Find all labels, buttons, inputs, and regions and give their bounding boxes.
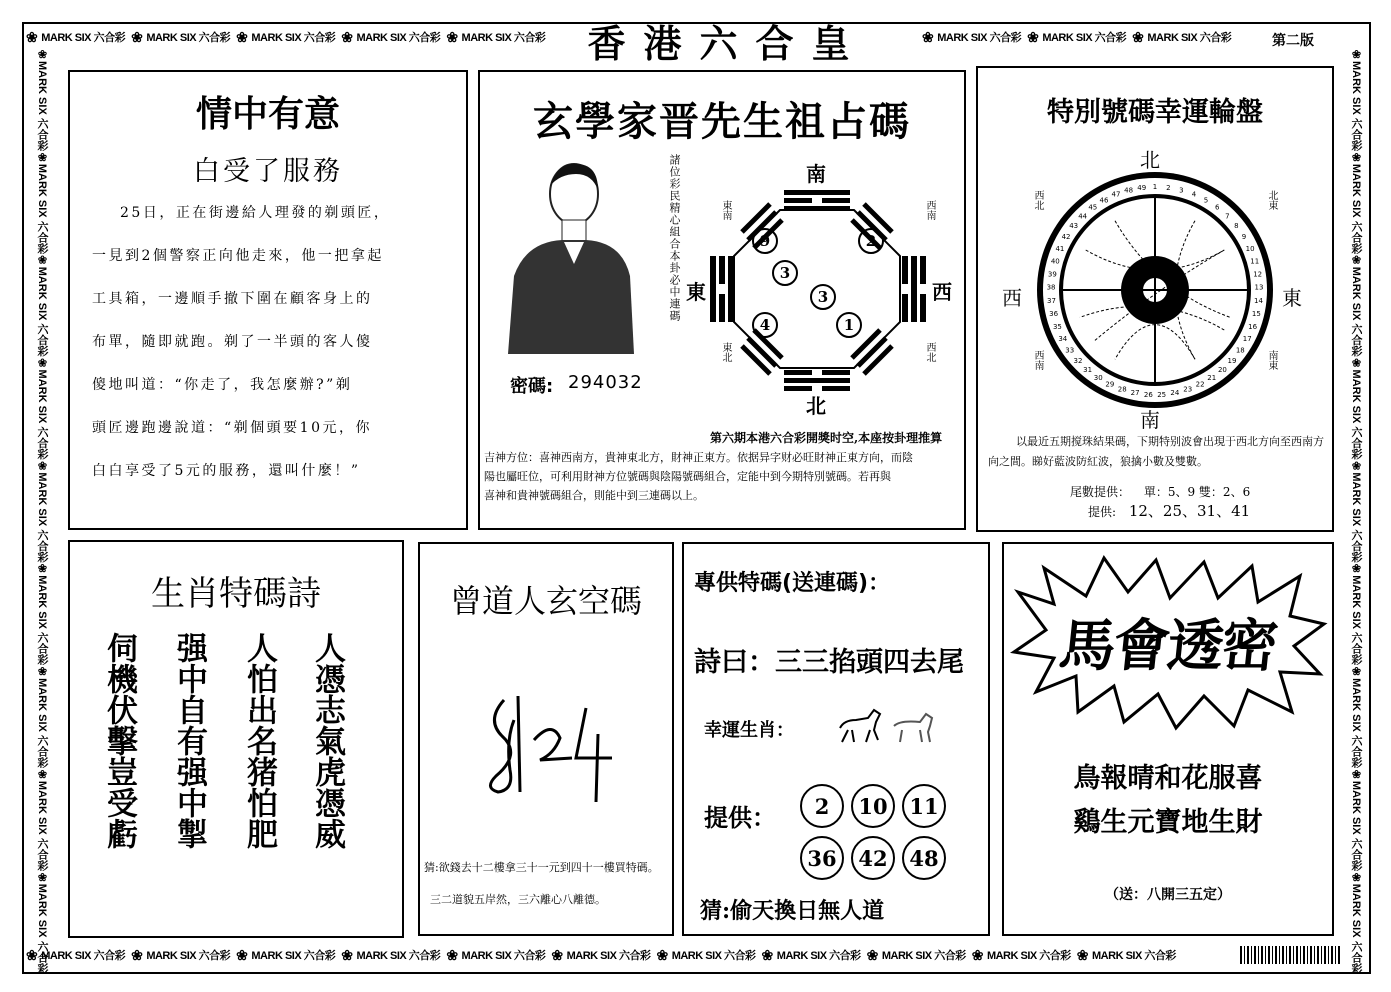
zodiac-label: 幸運生肖：	[704, 720, 794, 741]
flower-ornament-icon: ❀	[131, 946, 143, 963]
strip-label: MARK SIX 六合彩	[1350, 266, 1362, 357]
wheel-west: 西	[1002, 286, 1022, 310]
special-code-panel	[682, 542, 990, 936]
bagua-number: 1	[836, 312, 862, 338]
flower-ornament-icon: ❀	[36, 767, 48, 781]
wheel-number: 23	[1183, 385, 1193, 394]
flower-ornament-icon: ❀	[1350, 253, 1362, 267]
password-label: 密碼:	[510, 376, 554, 397]
wheel-northeast: 北東	[1266, 190, 1277, 210]
strip-label: MARK SIX 六合彩	[36, 61, 48, 151]
wheel-number: 6	[1214, 203, 1220, 212]
flower-ornament-icon: ❀	[1027, 28, 1039, 45]
bagua-footer-line: 喜神和貴神號碼組合，則能中到三連碼以上。	[484, 489, 704, 502]
wheel-number: 35	[1052, 322, 1062, 331]
flower-ornament-icon: ❀	[866, 946, 878, 963]
flower-ornament-icon: ❀	[36, 356, 48, 370]
wheel-east: 東	[1282, 286, 1302, 310]
compass-northwest: 西北	[924, 342, 935, 362]
strip-label: MARK SIX 六合彩	[356, 32, 441, 44]
bagua-number: 3	[810, 284, 836, 310]
masthead-title: 香港六合皇	[587, 21, 868, 66]
xuankong-footer-2: 三二道貌五岸然，三六離心八離德。	[430, 893, 606, 906]
bagua-number: 4	[752, 312, 778, 338]
compass-north: 北	[806, 394, 826, 418]
strip-label: MARK SIX 六合彩	[1147, 32, 1232, 44]
bagua-footer-line: 陽也屬旺位，可利用財神方位號碼與陰陽號碼組合，定能中到今期特別號碼。若再與	[484, 470, 891, 483]
wheel-number: 29	[1105, 380, 1115, 389]
story-body	[92, 192, 452, 493]
wheel-number: 2	[1166, 183, 1171, 192]
flower-ornament-icon: ❀	[1132, 28, 1144, 45]
wheel-number: 39	[1047, 270, 1057, 279]
wheel-number: 24	[1170, 389, 1180, 398]
number-ball: 36	[800, 836, 844, 880]
number-ball: 10	[851, 784, 895, 828]
special-numbers-row1	[800, 784, 953, 828]
wheel-number: 19	[1227, 356, 1237, 365]
password-value: 294032	[568, 372, 643, 393]
wheel-number: 20	[1217, 366, 1227, 375]
zodiac-poem-panel	[68, 540, 404, 938]
tail-row	[1070, 482, 1250, 502]
number-ball: 11	[902, 784, 946, 828]
bagua-diagram	[686, 152, 962, 418]
strip-label: MARK SIX 六合彩	[356, 950, 441, 962]
wheel-number: 43	[1069, 222, 1079, 231]
wheel-note-line: 向之間。睇好藍波防紅波，狼擒小數及雙數。	[988, 455, 1208, 468]
wheel-northwest: 西北	[1032, 190, 1043, 210]
wheel-number: 1	[1152, 183, 1158, 191]
flower-ornament-icon: ❀	[26, 28, 38, 45]
wheel-number: 36	[1049, 310, 1059, 319]
flower-ornament-icon: ❀	[36, 665, 48, 679]
strip-label: MARK SIX 六合彩	[36, 883, 48, 974]
story-line: 傻地叫道：“你走了，我怎麼辦?”剃	[92, 377, 353, 393]
strip-label: MARK SIX 六合彩	[36, 163, 48, 254]
story-line: 布單，隨即就跑。剃了一半頭的客人傻	[92, 334, 373, 350]
strip-label: MARK SIX 六合彩	[1350, 61, 1362, 151]
flower-ornament-icon: ❀	[656, 946, 668, 963]
story-title: 情中有意	[195, 94, 340, 135]
poem-column: 人憑志氣虎憑威	[309, 632, 345, 849]
portrait-photo	[506, 156, 636, 354]
flower-ornament-icon: ❀	[236, 28, 248, 45]
wheel-number: 34	[1058, 335, 1068, 344]
special-guess: 猜:偷天換日無人道	[700, 898, 885, 924]
wheel-number: 30	[1093, 374, 1103, 383]
poem-column: 人怕出名猪怕肥	[241, 632, 277, 849]
wheel-number: 33	[1065, 346, 1075, 355]
story-line: 工具箱，一邊順手撤下圍在顧客身上的	[92, 291, 373, 307]
horse-club-line2: 鷄生元寶地生財	[1073, 807, 1263, 838]
strip-label: MARK SIX 六合彩	[36, 575, 48, 666]
flower-ornament-icon: ❀	[1350, 767, 1362, 781]
story-panel	[68, 70, 468, 530]
wheel-number: 9	[1241, 233, 1247, 242]
flower-ornament-icon: ❀	[971, 946, 983, 963]
poem-column: 强中自有强中掣	[171, 632, 207, 849]
strip-label: MARK SIX 六合彩	[671, 950, 756, 962]
xuankong-panel	[418, 542, 674, 936]
strip-label: MARK SIX 六合彩	[36, 780, 48, 871]
special-provide-label: 提供：	[704, 803, 776, 832]
flower-ornament-icon: ❀	[341, 28, 353, 45]
wheel-note-line: 以最近五期搅珠結果碼，下期特别波會出現于西北方向至西南方	[1016, 435, 1324, 448]
strip-label: MARK SIX 六合彩	[36, 266, 48, 357]
wheel-panel	[976, 66, 1334, 532]
strip-label: MARK SIX 六合彩	[146, 32, 231, 44]
horse-club-title: 馬會透密	[1056, 614, 1279, 679]
strip-label: MARK SIX 六合彩	[146, 950, 231, 962]
strip-label: MARK SIX 六合彩	[1350, 369, 1362, 460]
flower-ornament-icon: ❀	[36, 562, 48, 576]
special-numbers-row2	[800, 836, 953, 880]
horse-club-footer: （送：八開三五定）	[1105, 887, 1231, 903]
wheel-provide-row	[1088, 500, 1250, 521]
horse-club-line1: 鳥報晴和花服喜	[1073, 763, 1263, 794]
tail-values: 單：5、9 雙：2、6	[1143, 485, 1251, 499]
wheel-number: 32	[1073, 356, 1083, 365]
tail-label: 尾數提供：	[1070, 485, 1131, 499]
strip-label: MARK SIX 六合彩	[461, 950, 546, 962]
bagua-vertical-note: 諸位彩民精心組合本卦必中連碼	[668, 154, 681, 322]
compass-northeast: 東北	[720, 342, 731, 362]
horse-club-panel	[1002, 542, 1334, 936]
strip-label: MARK SIX 六合彩	[36, 472, 48, 563]
wheel-number: 31	[1083, 366, 1093, 375]
flower-ornament-icon: ❀	[36, 253, 48, 267]
number-ball: 48	[902, 836, 946, 880]
bagua-footer-1: 第六期本港六合彩開獎时空,本座按卦理推算	[710, 431, 943, 445]
special-code-title: 專供特碼(送連碼)：	[694, 571, 891, 596]
dog-icon	[890, 708, 936, 750]
number-ball: 2	[800, 784, 844, 828]
strip-label: MARK SIX 六合彩	[1092, 950, 1176, 962]
bagua-number: 3	[772, 260, 798, 286]
wheel-number: 14	[1254, 296, 1263, 305]
starburst	[1008, 552, 1328, 732]
wheel-number: 42	[1061, 233, 1071, 242]
strip-label: MARK SIX 六合彩	[36, 369, 48, 460]
wheel-southwest: 西南	[1032, 350, 1043, 370]
compass-west: 西	[932, 280, 952, 304]
story-line: 白白享受了5元的服務，還叫什麼！”	[92, 463, 361, 479]
strip-label: MARK SIX 六合彩	[1350, 163, 1362, 254]
wheel-number: 8	[1234, 222, 1239, 231]
strip-label: MARK SIX 六合彩	[41, 950, 126, 962]
strip-label: MARK SIX 六合彩	[937, 32, 1022, 44]
poem-column: 伺機伏擊豈受虧	[101, 632, 137, 849]
flower-ornament-icon: ❀	[446, 28, 458, 45]
wheel-number: 7	[1225, 212, 1230, 221]
wheel-number: 27	[1130, 389, 1140, 398]
wheel-number: 15	[1251, 310, 1261, 319]
strip-label: MARK SIX 六合彩	[1350, 678, 1362, 768]
wheel-provide-values: 12、25、31、41	[1128, 502, 1251, 520]
wheel-number: 46	[1099, 196, 1109, 205]
strip-label: MARK SIX 六合彩	[1350, 472, 1362, 563]
flower-ornament-icon: ❀	[36, 870, 48, 884]
wheel-number: 22	[1195, 380, 1205, 389]
bagua-footer-line: 吉神方位：喜神西南方，貴神東北方，財神正東方。依据异字财必旺財神正東方向，而陰	[484, 451, 913, 464]
strip-label: MARK SIX 六合彩	[566, 950, 651, 962]
flower-ornament-icon: ❀	[36, 150, 48, 164]
special-poem: 詩曰：三三掐頭四去尾	[694, 647, 964, 678]
zodiac-poem-title: 生肖特碼詩	[151, 574, 321, 614]
left-strip	[30, 48, 50, 974]
wheel-number: 49	[1137, 183, 1147, 192]
strip-label: MARK SIX 六合彩	[36, 678, 48, 768]
flower-ornament-icon: ❀	[922, 28, 934, 45]
flower-ornament-icon: ❀	[551, 946, 563, 963]
wheel-number: 44	[1078, 212, 1088, 221]
flower-ornament-icon: ❀	[1350, 459, 1362, 473]
flower-ornament-icon: ❀	[1350, 356, 1362, 370]
wheel-provide-label: 提供:	[1088, 505, 1117, 519]
wheel-number: 47	[1111, 190, 1121, 199]
wheel-number: 4	[1191, 190, 1197, 199]
wheel-note	[988, 432, 1328, 472]
number-ball: 42	[851, 836, 895, 880]
xuankong-footer-1: 猜:欲錢去十二樓拿三十一元到四十一樓買特碼。	[424, 861, 659, 874]
flower-ornament-icon: ❀	[446, 946, 458, 963]
strip-label: MARK SIX 六合彩	[461, 32, 546, 44]
wheel-number: 13	[1254, 283, 1264, 292]
wheel-south: 南	[1140, 408, 1160, 432]
wheel-number: 41	[1055, 244, 1065, 253]
wheel-number: 16	[1248, 322, 1258, 331]
strip-label: MARK SIX 六合彩	[1350, 883, 1362, 974]
wheel-number: 11	[1250, 257, 1260, 266]
strip-label: MARK SIX 六合彩	[776, 950, 861, 962]
strip-label: MARK SIX 六合彩	[251, 32, 336, 44]
wheel-number: 45	[1088, 203, 1098, 212]
flower-ornament-icon: ❀	[1076, 946, 1089, 963]
story-subtitle: 白受了服務	[193, 156, 343, 187]
bagua-title: 玄學家晋先生祖占碼	[533, 99, 911, 145]
flower-ornament-icon: ❀	[26, 946, 38, 963]
story-line: 25日，正在街邊給人理發的剃頭匠，	[120, 205, 391, 221]
barcode	[1240, 946, 1340, 964]
wheel-number: 38	[1046, 283, 1056, 292]
wheel-number: 26	[1143, 390, 1153, 399]
flower-ornament-icon: ❀	[1350, 665, 1362, 679]
wheel-diagram	[992, 148, 1318, 432]
story-line: 頭匠邊跑邊說道：“剃個頭要10元，你	[92, 420, 372, 436]
flower-ornament-icon: ❀	[1350, 562, 1362, 576]
wheel-number: 17	[1242, 335, 1252, 344]
wheel-number: 25	[1157, 390, 1167, 399]
wheel-southeast: 南東	[1266, 350, 1277, 370]
flower-ornament-icon: ❀	[236, 946, 248, 963]
strip-label: MARK SIX 六合彩	[1350, 575, 1362, 666]
wheel-number: 40	[1050, 257, 1060, 266]
xuankong-title: 曾道人玄空碼	[449, 582, 642, 620]
top-strip-left	[26, 26, 546, 48]
compass-southwest: 西南	[924, 200, 935, 220]
flower-ornament-icon: ❀	[131, 28, 143, 45]
top-strip-right	[922, 26, 1272, 48]
wheel-title: 特別號碼幸運輪盤	[1047, 97, 1263, 128]
flower-ornament-icon: ❀	[36, 459, 48, 473]
wheel-number: 5	[1203, 196, 1209, 205]
right-strip	[1344, 48, 1364, 974]
wheel-north: 北	[1140, 148, 1160, 172]
flower-ornament-icon: ❀	[36, 48, 48, 61]
strip-label: MARK SIX 六合彩	[251, 950, 336, 962]
wheel-number: 18	[1235, 346, 1245, 355]
wheel-number: 12	[1253, 270, 1263, 279]
strip-label: MARK SIX 六合彩	[986, 950, 1071, 962]
story-line: 一見到2個警察正向他走來，他一把拿起	[92, 248, 384, 264]
bagua-number: 2	[858, 228, 884, 254]
wheel-number: 21	[1207, 374, 1217, 383]
bagua-number: 9	[752, 228, 778, 254]
compass-southeast: 東南	[720, 200, 731, 220]
wheel-number: 37	[1047, 296, 1056, 305]
flower-ornament-icon: ❀	[341, 946, 353, 963]
strip-label: MARK SIX 六合彩	[1350, 780, 1362, 871]
bagua-panel	[478, 70, 966, 530]
edition-label: 第二版	[1272, 33, 1314, 49]
strip-label: MARK SIX 六合彩	[881, 950, 966, 962]
wheel-number: 3	[1179, 186, 1184, 195]
bagua-footer	[484, 448, 960, 505]
flower-ornament-icon: ❀	[1350, 150, 1362, 164]
wheel-number: 48	[1124, 186, 1134, 195]
bottom-strip	[26, 944, 1236, 966]
horse-icon	[834, 706, 884, 750]
strip-label: MARK SIX 六合彩	[1042, 32, 1127, 44]
strip-label: MARK SIX 六合彩	[41, 32, 126, 44]
handwriting-code	[480, 680, 630, 820]
flower-ornament-icon: ❀	[761, 946, 773, 963]
wheel-number: 28	[1117, 385, 1127, 394]
flower-ornament-icon: ❀	[1350, 870, 1362, 884]
compass-east: 東	[686, 280, 706, 304]
flower-ornament-icon: ❀	[1350, 48, 1362, 61]
wheel-number: 10	[1245, 244, 1255, 253]
compass-south: 南	[806, 162, 826, 186]
